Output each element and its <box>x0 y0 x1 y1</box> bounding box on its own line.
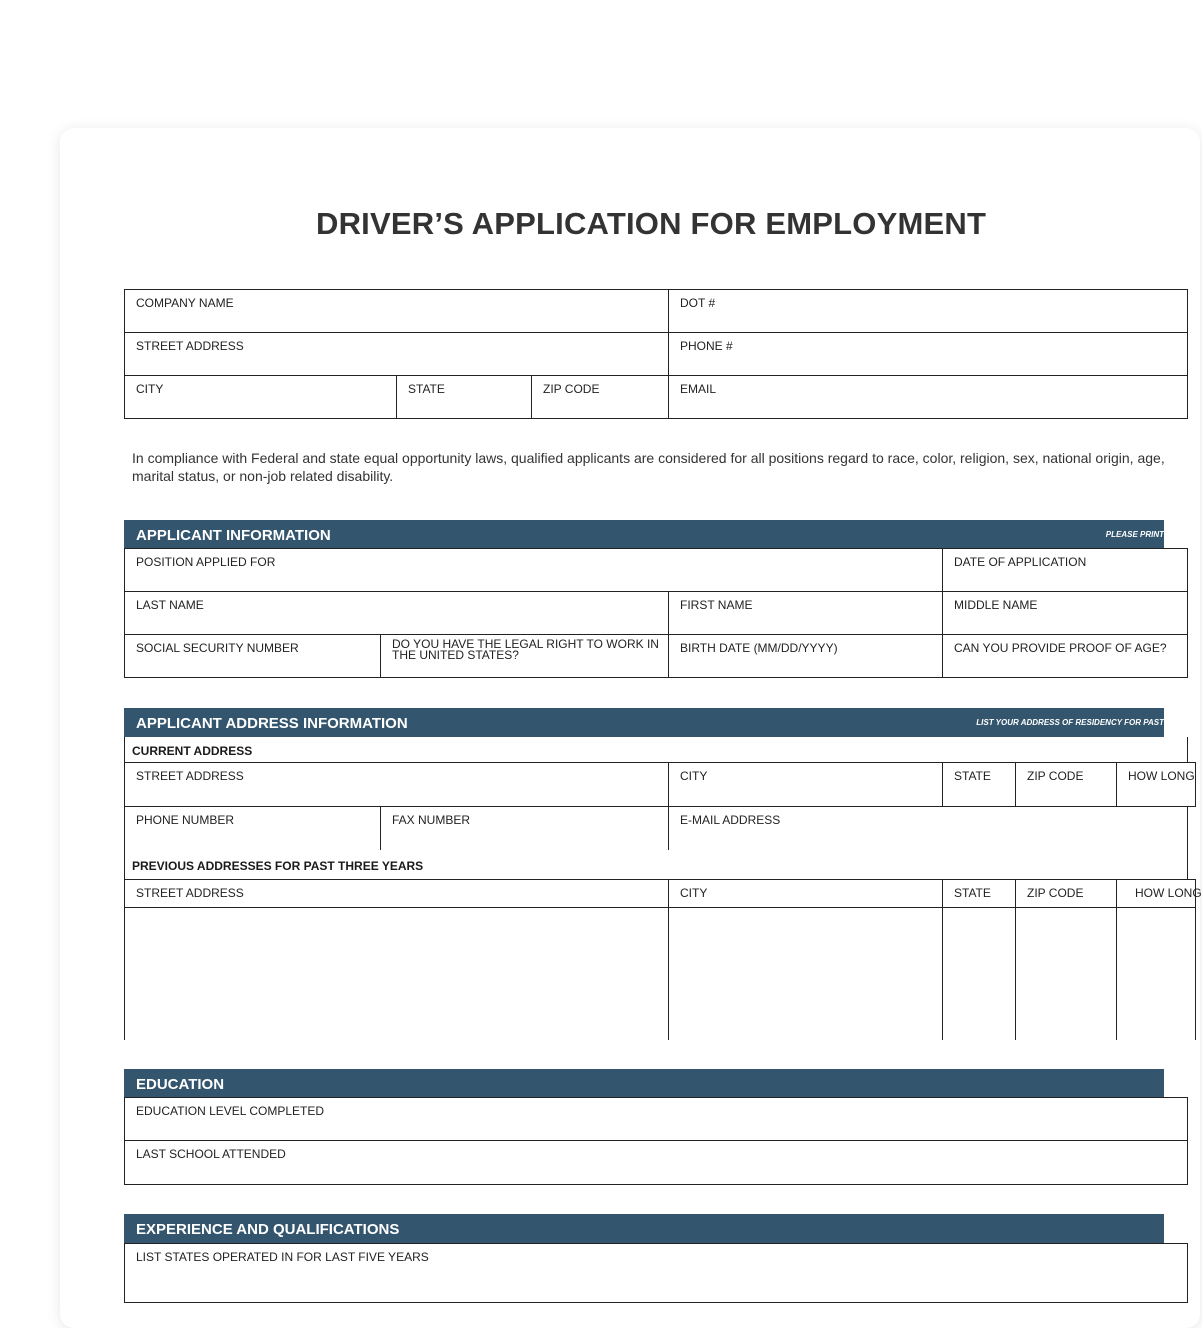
page-title: DRIVER’S APPLICATION FOR EMPLOYMENT <box>316 206 987 241</box>
company-city-label: CITY <box>136 382 164 396</box>
current-street-field[interactable] <box>124 762 669 807</box>
current-address-subheader <box>124 737 1188 763</box>
applicant-info-header <box>124 520 1164 550</box>
company-email-label: EMAIL <box>680 382 717 396</box>
current-address-label: CURRENT ADDRESS <box>132 744 253 758</box>
current-city-field[interactable] <box>668 762 943 807</box>
prev-how-long-label: HOW LONG <box>1135 886 1202 900</box>
prev-street-header <box>124 879 669 908</box>
prev-zip-header <box>1015 879 1117 908</box>
prev-state-header <box>942 879 1016 908</box>
prev-how-long-header <box>1116 879 1202 908</box>
address-info-note: LIST YOUR ADDRESS OF RESIDENCY FOR PAST <box>976 718 1164 727</box>
company-zip-field[interactable] <box>531 375 669 419</box>
prev-how-long-cell[interactable] <box>1116 907 1196 1040</box>
education-header <box>124 1069 1164 1099</box>
prev-street-cell[interactable] <box>124 907 669 1040</box>
education-level-field[interactable] <box>124 1097 1188 1141</box>
prev-city-cell[interactable] <box>668 907 943 1040</box>
proof-of-age-field[interactable] <box>942 634 1188 678</box>
current-city-label: CITY <box>680 769 708 783</box>
date-of-application-label: DATE OF APPLICATION <box>954 555 1087 569</box>
company-name-field[interactable] <box>124 289 669 333</box>
phone-number-field[interactable] <box>124 806 381 851</box>
education-level-label: EDUCATION LEVEL COMPLETED <box>136 1104 325 1118</box>
current-state-field[interactable] <box>942 762 1016 807</box>
current-zip-field[interactable] <box>1015 762 1117 807</box>
birth-date-field[interactable] <box>668 634 943 678</box>
dot-field[interactable] <box>668 289 1188 333</box>
position-field[interactable] <box>124 548 943 592</box>
company-email-field[interactable] <box>668 375 1188 419</box>
address-info-title: APPLICANT ADDRESS INFORMATION <box>136 715 408 732</box>
previous-addresses-label: PREVIOUS ADDRESSES FOR PAST THREE YEARS <box>132 859 424 873</box>
first-name-label: FIRST NAME <box>680 598 753 612</box>
last-school-field[interactable] <box>124 1140 1188 1185</box>
current-zip-label: ZIP CODE <box>1027 769 1084 783</box>
birth-date-label: BIRTH DATE (MM/DD/YYYY) <box>680 641 838 655</box>
current-state-label: STATE <box>954 769 991 783</box>
last-name-field[interactable] <box>124 591 669 635</box>
company-city-field[interactable] <box>124 375 397 419</box>
company-state-label: STATE <box>408 382 445 396</box>
applicant-info-note: PLEASE PRINT <box>1105 530 1164 539</box>
current-how-long-label: HOW LONG <box>1128 769 1195 783</box>
prev-zip-label: ZIP CODE <box>1027 886 1084 900</box>
company-state-field[interactable] <box>396 375 532 419</box>
company-phone-label: PHONE # <box>680 339 733 353</box>
fax-number-field[interactable] <box>380 806 669 851</box>
legal-right-field[interactable] <box>380 634 669 678</box>
states-operated-label: LIST STATES OPERATED IN FOR LAST FIVE YEARS <box>136 1250 429 1264</box>
fax-number-label: FAX NUMBER <box>392 813 471 827</box>
legal-right-label: DO YOU HAVE THE LEGAL RIGHT TO WORK IN THE UNITED STATES? <box>392 637 659 662</box>
date-of-application-field[interactable] <box>942 548 1188 592</box>
company-street-field[interactable] <box>124 332 669 376</box>
current-street-label: STREET ADDRESS <box>136 769 244 783</box>
applicant-info-title: APPLICANT INFORMATION <box>136 527 331 544</box>
phone-number-label: PHONE NUMBER <box>136 813 235 827</box>
states-operated-field[interactable] <box>124 1243 1188 1303</box>
experience-header <box>124 1214 1164 1244</box>
previous-addresses-subheader <box>124 850 1188 880</box>
last-school-label: LAST SCHOOL ATTENDED <box>136 1147 286 1161</box>
middle-name-field[interactable] <box>942 591 1188 635</box>
email-address-field[interactable] <box>668 806 1188 851</box>
prev-state-cell[interactable] <box>942 907 1016 1040</box>
proof-of-age-label: CAN YOU PROVIDE PROOF OF AGE? <box>954 641 1167 655</box>
experience-title: EXPERIENCE AND QUALIFICATIONS <box>136 1221 400 1238</box>
dot-label: DOT # <box>680 296 716 310</box>
education-title: EDUCATION <box>136 1076 225 1093</box>
compliance-text: In compliance with Federal and state equal opportunity laws, qualified applicants are considered for all positions regard to race, color, religion, sex, national origin, age, marital status, or non-job related disability. <box>132 450 1165 484</box>
company-phone-field[interactable] <box>668 332 1188 376</box>
prev-city-label: CITY <box>680 886 708 900</box>
prev-street-label: STREET ADDRESS <box>136 886 244 900</box>
email-address-label: E-MAIL ADDRESS <box>680 813 781 827</box>
company-street-label: STREET ADDRESS <box>136 339 244 353</box>
last-name-label: LAST NAME <box>136 598 204 612</box>
prev-zip-cell[interactable] <box>1015 907 1117 1040</box>
prev-state-label: STATE <box>954 886 991 900</box>
ssn-label: SOCIAL SECURITY NUMBER <box>136 641 299 655</box>
middle-name-label: MIDDLE NAME <box>954 598 1038 612</box>
ssn-field[interactable] <box>124 634 381 678</box>
current-how-long-field[interactable] <box>1116 762 1196 807</box>
first-name-field[interactable] <box>668 591 943 635</box>
address-info-header <box>124 708 1164 738</box>
company-name-label: COMPANY NAME <box>136 296 234 310</box>
prev-city-header <box>668 879 943 908</box>
position-label: POSITION APPLIED FOR <box>136 555 276 569</box>
company-zip-label: ZIP CODE <box>543 382 600 396</box>
